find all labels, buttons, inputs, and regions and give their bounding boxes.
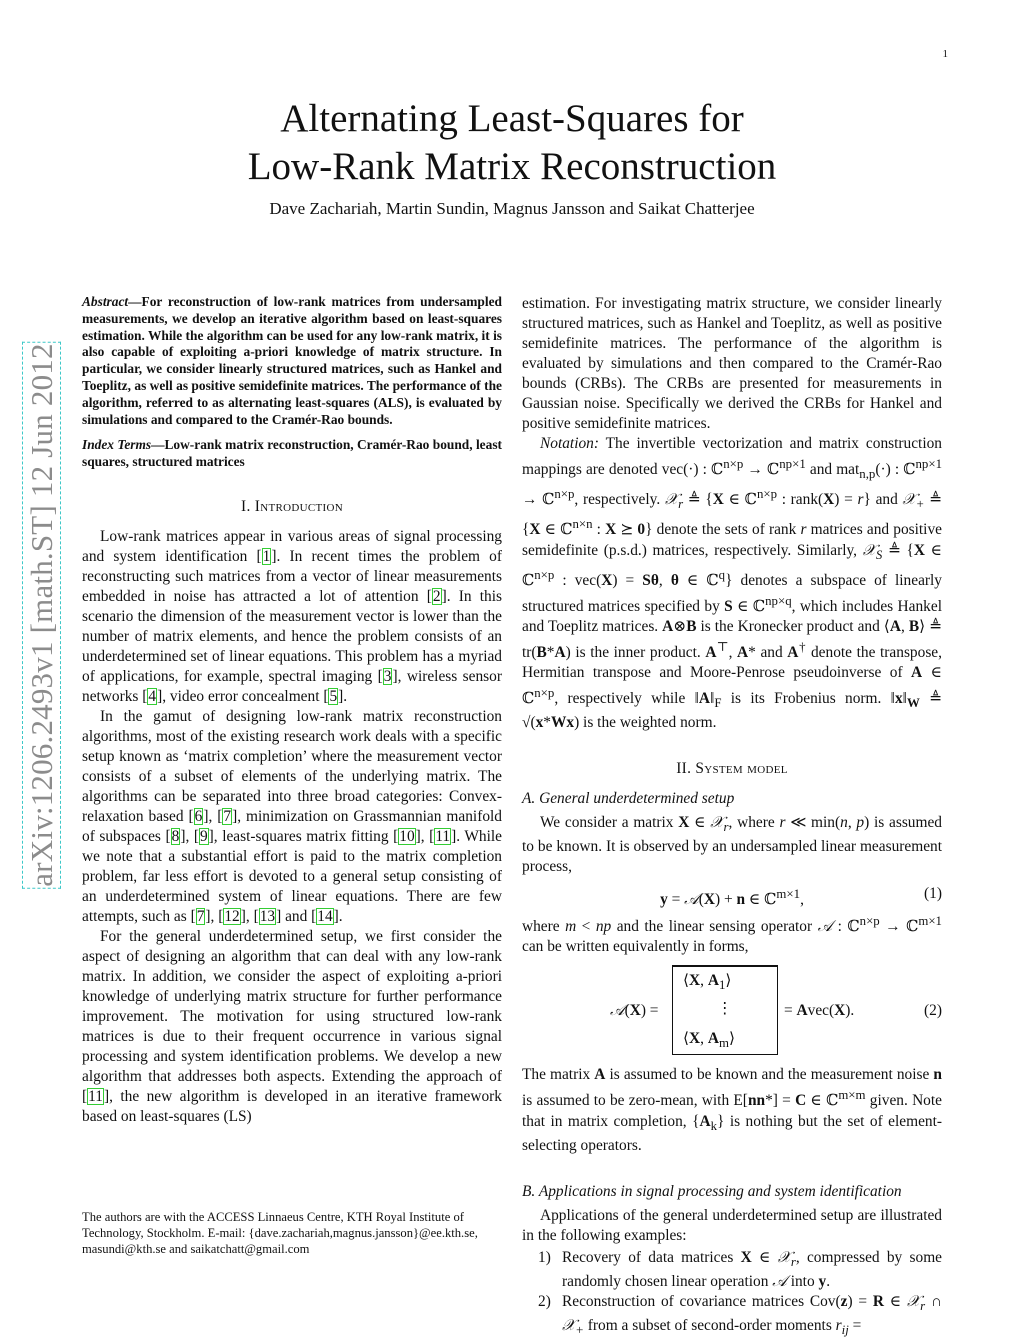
equation-2-rhs: = Avec(X). — [784, 1002, 855, 1020]
index-terms-label: Index Terms — [82, 437, 152, 453]
equation-1-number: (1) — [924, 885, 942, 903]
section-title: System model — [695, 760, 788, 778]
citation-link[interactable]: 11 — [88, 1087, 103, 1105]
citation-link[interactable]: 14 — [317, 907, 333, 925]
operator-paragraph: where m < np and the linear sensing operator 𝒜 : ℂ$^{n\times p}$ → ℂ$^{m\times 1}$ can be written equivalently in forms, — [522, 914, 942, 956]
matrix-row: ⟨X, $A_m⟩$ — [683, 1030, 735, 1051]
author-list: Dave Zachariah, Martin Sundin, Magnus Jansson and Saikat Chatterjee — [269, 199, 755, 218]
arxiv-stamp — [24, 343, 60, 886]
citation-link[interactable]: 3 — [383, 667, 392, 685]
section-heading-introduction — [82, 497, 502, 517]
application-list — [522, 1248, 942, 1340]
citation-link[interactable]: 7 — [223, 807, 232, 825]
applications-paragraph: Applications of the general underdetermined setup are illustrated in the following examples: — [522, 1206, 942, 1244]
abstract — [82, 294, 502, 428]
intro-paragraph-continued: estimation. For investigating matrix structure, we consider linearly structured matrices, such as Hankel and Toeplitz, as well as positive semidefinite matrices. The performance of the algorithm is evaluated by simulations and then compared to the Cramér-Rao bounds (CRBs). The CRBs are presented for measurements in Gaussian noise. Specifically we derived the CRBs for Hankel and positive semidefinite matrices. — [522, 295, 942, 432]
title-line-1: Alternating Least-Squares for — [280, 97, 744, 140]
abstract-text: —For reconstruction of low-rank matrices from undersampled measurements, we develop an iterative algorithm based on least-squares estimation. While the algorithm can be used for any low-rank matrix, it is also capable of exploiting a-priori knowledge of matrix structure. In particular, we consider linearly structured matrices, such as Hankel and Toeplitz, as well as positive semidefinite matrices. The performance of the algorithm, referred to as alternating least-squares (ALS), is evaluated by simulations and compared to the Cramér-Rao bounds. — [82, 294, 502, 427]
equation-1 — [522, 877, 942, 911]
equation-1-body: y = 𝒜(X) + n ∈ ℂ$^{m\times 1}$, — [660, 887, 804, 909]
arxiv-sidebar — [22, 310, 62, 920]
subsection-heading-a: A. General underdetermined setup — [522, 790, 735, 808]
footnote: The authors are with the ACCESS Linnaeus Centre, KTH Royal Institute of Technology, Stockholm. E-mail: {dave.zachariah,magnus.jansson}@ee.kth.se, masundi@kth.se and saikatchatt@gmail.com — [82, 1210, 478, 1256]
right-column — [522, 294, 942, 1340]
arxiv-id-link[interactable]: arXiv:1206.2493v1 [math.ST] 12 Jun 2012 — [24, 343, 59, 887]
citation-link[interactable]: 1 — [262, 547, 271, 565]
equation-2 — [522, 961, 942, 1061]
matrix-row: ⋮ — [717, 1000, 733, 1018]
equation-2-number: (2) — [924, 1002, 942, 1020]
citation-link[interactable]: 5 — [329, 687, 338, 705]
matrix-row: ⟨X, $A_1⟩$ — [683, 972, 732, 993]
citation-link[interactable]: 6 — [194, 807, 203, 825]
list-item-label: 2) — [538, 1292, 551, 1310]
citation-link[interactable]: 2 — [432, 587, 441, 605]
title-line-2: Low-Rank Matrix Reconstruction — [247, 145, 777, 188]
paper-title — [150, 95, 874, 191]
citation-link[interactable]: 8 — [171, 827, 180, 845]
citation-link[interactable]: 12 — [224, 907, 240, 925]
noise-paragraph: The matrix A is assumed to be known and the measurement noise n is assumed to be zero-mean, with E[nn*] = C ∈ ℂ$^{m\times m}$ given. Note that in matrix completion, $\{A_k\}$ is nothing but the set of element-selecting operators. — [522, 1066, 943, 1154]
citation-link[interactable]: 9 — [199, 827, 208, 845]
citation-link[interactable]: 13 — [259, 907, 276, 925]
index-terms — [82, 437, 502, 471]
list-item-label: 1) — [538, 1248, 551, 1266]
setup-paragraph: We consider a matrix X ∈ 𝒳$_r$, where r ≪ min(n, p) is assumed to be known. It is observed by an undersampled linear measurement process, — [522, 814, 943, 876]
citation-link[interactable]: 7 — [196, 907, 205, 925]
citation-link[interactable]: 10 — [399, 827, 415, 845]
notation-paragraph: Notation: The invertible vectorization and matrix construction mappings are denoted vec(·) : ℂ$^{n\times p}$ → ℂ$^{np\times 1}$ and mat$_{n,p}$(·) : ℂ$^{np\times 1}$ → ℂ$^{n\times p}$, respectively. 𝒳$_r$ ≜ {X ∈ ℂ$^{n\times p}$ : rank(X) = r} and 𝒳$_+$ ≜ {X ∈ ℂ$^{n\times n}$ : X ⪰ 0} denote the sets of rank r matrices and positive semidefinite (p.s.d.) matrices, respectively. Similarly, 𝒳$_S$ ≜ {X ∈ ℂ$^{n\times p}$ : vec(X) = Sθ, θ ∈ ℂ$^q$} denotes a subspace of linearly structured matrices specified by S ∈ ℂ$^{np\times q}$, which includes Hankel and Toeplitz matrices. A⊗B is the Kronecker product and ⟨A, B⟩ ≜ tr(B*A) is the inner product. A⊤, A* and A† denote the transpose, Hermitian transpose and Moore-Penrose pseudoinverse of A ∈ ℂ$^{n\times p}$, respectively while $‖A‖_F$ is its Frobenius norm. $‖x‖_W$ ≜ √(x*Wx) is the weighted norm. — [522, 435, 942, 732]
intro-paragraph-1: Low-rank matrices appear in various areas of signal processing and system identification [1]. In recent times the problem of reconstructing such matrices from a vector of linear measurements embedded in noise has attracted a lot of attention [2]. In this scenario the dimension of the measurement vector is lower than the number of matrix elements, and hence the problem consists of an underdetermined set of linear equations. This problem has a myriad of applications, for example, spectral imaging [3], wireless sensor networks [4], video error concealment [5]. — [82, 527, 502, 705]
subsection-heading-b: B. Applications in signal processing and system identification — [522, 1182, 902, 1200]
intro-paragraph-3: For the general underdetermined setup, we first consider the aspect of designing an algorithm that can deal with any low-rank matrix. In addition, we consider the aspect of exploiting a-priori knowledge of underlying matrix structure for further performance improvement. The motivation for using structured low-rank matrices is due to their frequent occurrence in various signal processing and system identification problems. We develop a new algorithm that addresses both aspects. Extending the approach of [11], the new algorithm is developed in an iterative framework based on least-squares (LS) — [82, 927, 502, 1125]
abstract-label: Abstract — [82, 294, 129, 309]
list-item: 1) Recovery of data matrices X ∈ 𝒳$_r$, compressed by some randomly chosen linear operation 𝒜 into y. — [538, 1248, 942, 1290]
section-number: I. — [241, 497, 251, 515]
citation-link[interactable]: 11 — [435, 827, 451, 845]
section-number: II. — [676, 760, 692, 778]
equation-2-lhs: 𝒜(X) = — [610, 1002, 659, 1020]
index-terms-text: —Low-rank matrix reconstruction, Cramér-Rao bound, least squares, structured matrices — [82, 437, 502, 470]
section-heading-system-model — [522, 759, 942, 779]
list-item: 2) Reconstruction of covariance matrices Cov(z) = R ∈ 𝒳$_r$ ∩ 𝒳$_+$ from a subset of second-order moments $r_{ij}$ = — [538, 1292, 942, 1337]
intro-paragraph-2: In the gamut of designing low-rank matrix reconstruction algorithms, most of the existing research work deals with a specific setup known as ‘matrix completion’ where the measurement vector consists of a subset of elements of the underlying matrix. The algorithms can be separated into three broad categories: Convex-relaxation based [6], [7], minimization on Grassmannian manifold of subspaces [8], [9], least-squares matrix fitting [10], [11]. While we note that a substantial effort is paid to the matrix completion problem, far less effort is devoted to a general setup consisting of an underdetermined system of linear equations. There are few attempts, such as [7], [12], [13] and [14]. — [82, 707, 502, 925]
equation-2-matrix — [672, 965, 778, 1055]
citation-link[interactable]: 4 — [148, 687, 157, 705]
left-column — [82, 294, 502, 1127]
page-number: 1 — [942, 48, 948, 60]
section-title: Introduction — [254, 497, 343, 515]
